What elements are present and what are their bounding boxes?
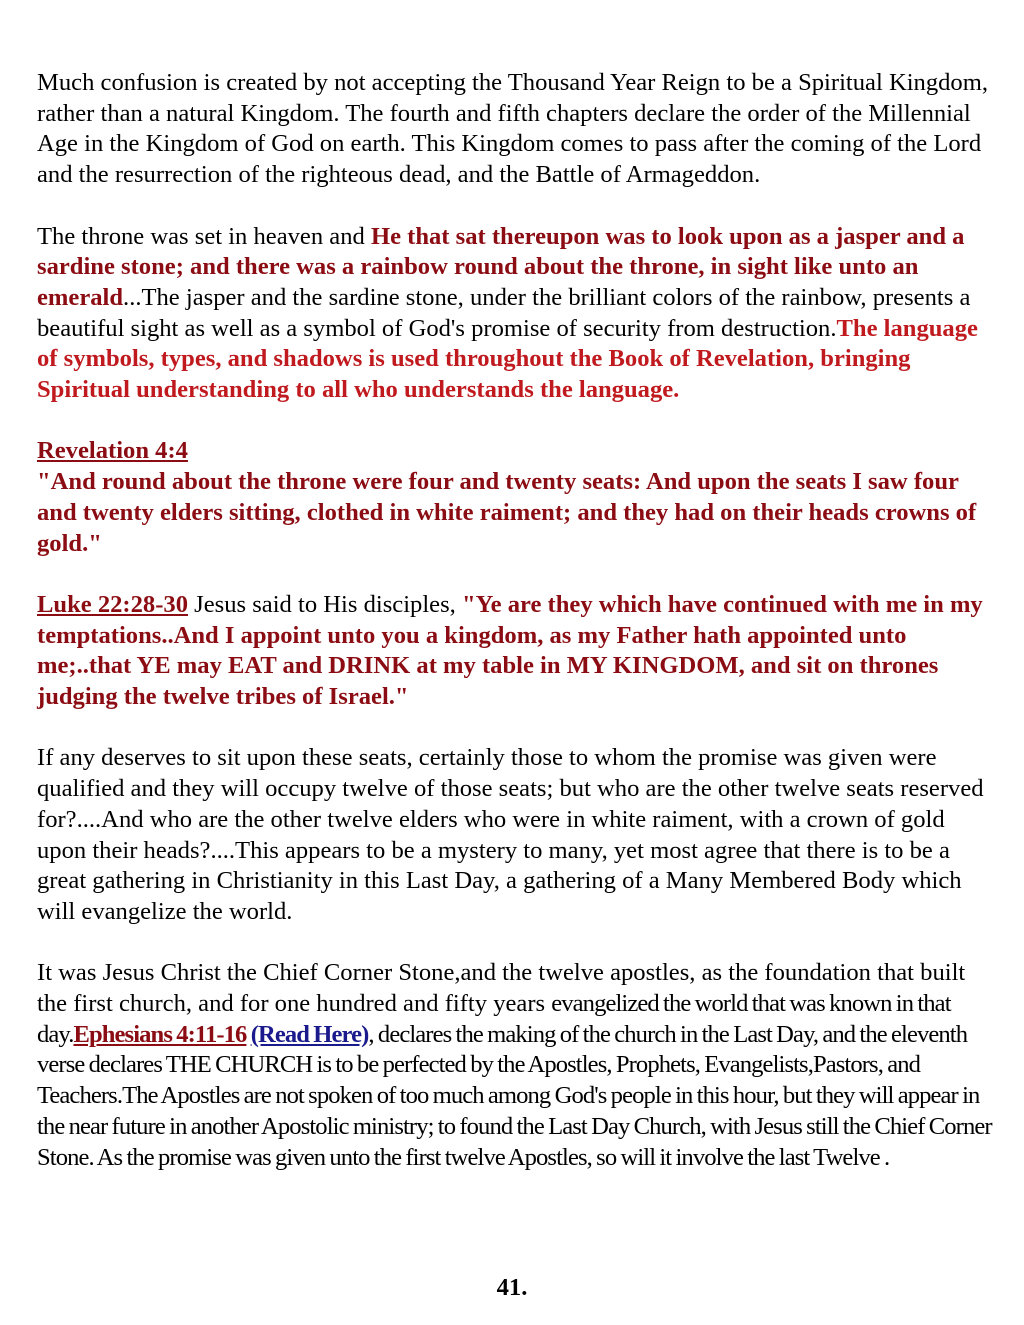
ephesians-reference-link[interactable]: Ephesians 4:11-16 — [73, 1020, 247, 1048]
corner-stone-intro-text: It was Jesus Christ the Chief Corner Stone,and the twelve apostles, as the foundation that built the first church, and for one hundred and fifty years — [37, 959, 966, 1018]
luke-scripture-quote: "Ye are they which have continued with me in my temptations..And I appoint unto you a kingdom, as my Father hath appointed unto me;..that YE may EAT and DRINK at my table in MY KINGDOM, and sit on thrones judging the twelve tribes of Israel." — [37, 590, 983, 711]
throne-scripture-quote: He that sat thereupon was to look upon as a jasper and a sardine stone; and there was a rainbow round about the throne, in sight like unto an emerald — [37, 222, 965, 311]
paragraph-revelation-4-4 — [37, 436, 992, 559]
luke-reference-link[interactable]: Luke 22:28-30 — [37, 590, 188, 618]
paragraph-throne — [37, 222, 992, 406]
document-body — [37, 68, 992, 1204]
read-here-link[interactable]: (Read Here) — [250, 1020, 369, 1048]
corner-stone-intro-tail: evangelized the world that was known in that day. — [37, 990, 951, 1048]
throne-commentary-text: ...The jasper and the sardine stone, under the brilliant colors of the rainbow, presents a beautiful sight as well as a symbol of God's promise of security from destruction. — [37, 283, 971, 342]
revelation-reference-link[interactable]: Revelation 4:4 — [37, 437, 188, 465]
corner-stone-rest-text: , declares the making of the church in the Last Day, and the eleventh verse declares THE CHURCH is to be perfected by the Apostles, Prophets, Evangelists,Pastors, and Teachers.The Apostles are not spoken of too much among God's people in this hour, but they will appear in the near future in another Apostolic ministry; to found the Last Day Church, with Jesus still the Chief Corner Stone. As the promise was given unto the first twelve Apostles, so will it involve the last Twelve . — [37, 1020, 992, 1171]
paragraph-luke-22 — [37, 590, 992, 713]
symbols-emphasis-text: The language of symbols, types, and shadows is used throughout the Book of Revelation, bringing Spiritual understanding to all who understands the language. — [37, 314, 978, 404]
luke-intro-text: Jesus said to His disciples, — [188, 590, 462, 618]
paragraph-chief-corner-stone — [37, 958, 992, 1173]
page-number: 41. — [496, 1274, 528, 1301]
paragraph-thousand-year-reign: Much confusion is created by not accepting the Thousand Year Reign to be a Spiritual Kingdom, rather than a natural Kingdom. The fourth and fifth chapters declare the order of the Millennial Age in the Kingdom of God on earth. This Kingdom comes to pass after the coming of the Lord and the resurrection of the righteous dead, and the Battle of Armageddon. — [37, 69, 989, 189]
paragraph-twelve-seats: If any deserves to sit upon these seats, certainly those to whom the promise was given were qualified and they will occupy twelve of those seats; but who are the other twelve seats reserved for?....And who are the other twelve elders who were in white raiment, with a crown of gold upon their heads?....This appears to be a mystery to many, yet most agree that there is to be a great gathering in Christianity in this Last Day, a gathering of a Many Membered Body which will evangelize the world. — [37, 744, 984, 925]
throne-intro-text: The throne was set in heaven and — [37, 222, 371, 250]
revelation-scripture-quote: "And round about the throne were four and twenty seats: And upon the seats I saw four and twenty elders sitting, clothed in white raiment; and they had on their heads crowns of gold." — [37, 468, 977, 557]
